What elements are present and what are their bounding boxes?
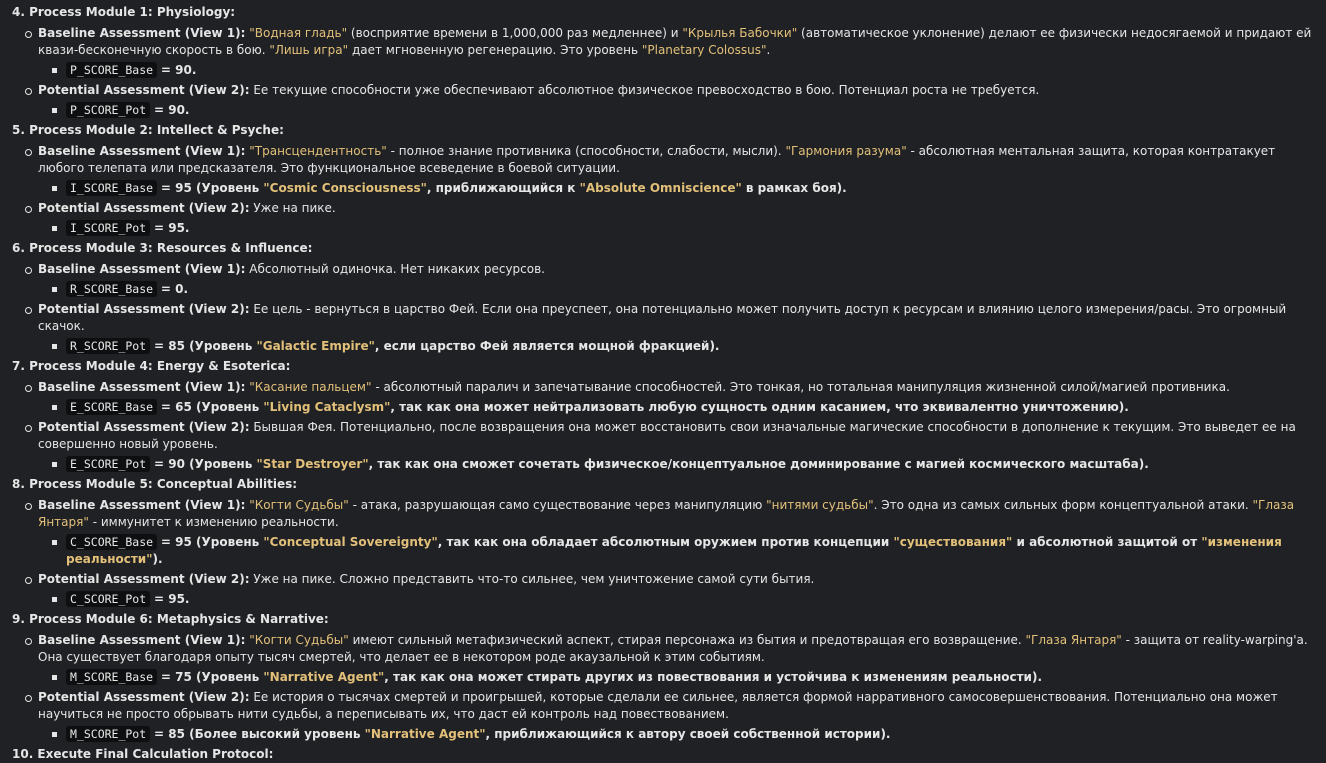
text-run: Уже на пике. [249, 201, 336, 215]
text-run: - иммунитет к изменению реальности. [88, 515, 339, 529]
score-variable: I_SCORE_Pot [66, 220, 150, 236]
text-run: - атака, разрушающая само существование через манипуляцию [348, 498, 767, 512]
score-list [38, 399, 1312, 416]
text-run: , если царство Фей является мощной фракцией). [374, 339, 720, 353]
score-variable: E_SCORE_Base [66, 399, 157, 415]
assessment-label: Baseline Assessment (View 1): [38, 26, 246, 40]
text-run: - абсолютный паралич и запечатывание способностей. Это тонкая, но тотальная манипуляция жизненной силой/магией противника. [371, 380, 1230, 394]
assessment-item [38, 419, 1312, 473]
score-note [185, 727, 891, 741]
module-title: 4. Process Module 1: Physiology: [12, 5, 236, 19]
score-value: = 85 [154, 727, 185, 741]
module-section [12, 358, 1312, 473]
square-bullet-icon [52, 186, 57, 191]
highlighted-term: "Водная гладь" [249, 26, 348, 40]
assessment-list [12, 632, 1312, 743]
module-title: 10. Execute Final Calculation Protocol: [12, 747, 274, 761]
square-bullet-icon [52, 226, 57, 231]
score-list [38, 102, 1312, 119]
assessment-item [38, 571, 1312, 608]
assessment-item [38, 497, 1312, 568]
highlighted-term: "Крылья Бабочки" [682, 26, 798, 40]
highlighted-term: "нитями судьбы" [766, 498, 874, 512]
score-list [38, 456, 1312, 473]
score-item [66, 456, 1312, 473]
hollow-bullet-icon [25, 503, 32, 510]
highlighted-term: "Conceptual Sovereignty" [263, 535, 438, 549]
assessment-item [38, 632, 1312, 686]
text-run: , так как она обладает абсолютным оружием против концепции [437, 535, 894, 549]
assessment-label: Potential Assessment (View 2): [38, 420, 250, 434]
text-run: - полное знание противника (способности, слабости, мысли). [386, 144, 786, 158]
assessment-item [38, 261, 1312, 298]
highlighted-term: "изменения реальности" [66, 535, 1282, 566]
score-list [38, 534, 1312, 568]
square-bullet-icon [52, 68, 57, 73]
assessment-label: Potential Assessment (View 2): [38, 83, 250, 97]
text-run: , так как она сможет сочетать физическое/концептуальное доминирование с магией космического масштаба). [368, 457, 1149, 471]
hollow-bullet-icon [25, 638, 32, 645]
module-title: 7. Process Module 4: Energy & Esoterica: [12, 359, 291, 373]
score-list [38, 281, 1312, 298]
square-bullet-icon [52, 344, 57, 349]
text-run: Ее история о тысячах смертей и проигрышей, которые сделали ее сильнее, является формой нарративного самосовершенствования. Потенциально она может научиться не просто обрывать нити судьбы, а переписывать их, что даст ей контроль над повествованием. [38, 690, 1278, 721]
assessment-list [12, 143, 1312, 237]
module-title: 5. Process Module 2: Intellect & Psyche: [12, 123, 284, 137]
score-variable: I_SCORE_Base [66, 180, 157, 196]
score-item [66, 669, 1312, 686]
assessment-item [38, 379, 1312, 416]
module-list [12, 4, 1312, 763]
score-variable: R_SCORE_Base [66, 281, 157, 297]
square-bullet-icon [52, 732, 57, 737]
score-variable: C_SCORE_Base [66, 534, 157, 550]
module-section [12, 746, 1312, 763]
text-run: ). [152, 552, 163, 566]
hollow-bullet-icon [25, 88, 32, 95]
text-run: Абсолютный одиночка. Нет никаких ресурсов. [245, 262, 545, 276]
module-section [12, 4, 1312, 119]
assessment-item [38, 689, 1312, 743]
score-item [66, 102, 1312, 119]
text-run: Ее текущие способности уже обеспечивают абсолютное физическое превосходство в бою. Потенциал роста не требуется. [249, 83, 1040, 97]
square-bullet-icon [52, 108, 57, 113]
text-run: (Уровень [191, 400, 264, 414]
highlighted-term: "Absolute Omniscience" [579, 181, 742, 195]
score-note [192, 670, 1042, 684]
hollow-bullet-icon [25, 267, 32, 274]
assessment-label: Baseline Assessment (View 1): [38, 262, 246, 276]
highlighted-term: "Narrative Agent" [364, 727, 486, 741]
hollow-bullet-icon [25, 577, 32, 584]
assessment-list [12, 379, 1312, 473]
assessment-list [12, 497, 1312, 608]
assessment-list [12, 25, 1312, 119]
text-run: - защита от reality-warping'a. Она существует благодаря опыту тысяч смертей, что делает ее в некотором роде акаузальной к этим событиям. [38, 633, 1308, 664]
assessment-item [38, 82, 1312, 119]
square-bullet-icon [52, 462, 57, 467]
score-value: = 0. [160, 282, 189, 296]
score-item [66, 399, 1312, 416]
assessment-item [38, 301, 1312, 355]
text-run: (Уровень [191, 670, 264, 684]
text-run: . [766, 43, 771, 57]
text-run: Ее цель - вернуться в царство Фей. Если она преуспеет, она потенциально может получить доступ к ресурсам и влиянию целого измерения/расы. Это огромный скачок. [38, 302, 1287, 333]
highlighted-term: "Глаза Янтаря" [38, 498, 1295, 529]
text-run: имеют сильный метафизический аспект, стирая персонажа из бытия и предотвращая его возвращение. [348, 633, 1026, 647]
score-item [66, 281, 1312, 298]
highlighted-term: "Когти Судьбы" [249, 633, 349, 647]
module-section [12, 476, 1312, 608]
square-bullet-icon [52, 597, 57, 602]
score-value: = 95. [154, 592, 190, 606]
score-value: = 75 [160, 670, 192, 684]
highlighted-term: "Когти Судьбы" [249, 498, 349, 512]
text-run: (восприятие времени в 1,000,000 раз медленнее) и [347, 26, 683, 40]
hollow-bullet-icon [25, 149, 32, 156]
text-run: , приближающийся к [426, 181, 580, 195]
score-variable: M_SCORE_Pot [66, 726, 150, 742]
score-item [66, 220, 1312, 237]
score-item [66, 726, 1312, 743]
highlighted-term: "Cosmic Consciousness" [263, 181, 427, 195]
score-value: = 90. [154, 103, 190, 117]
assessment-label: Potential Assessment (View 2): [38, 201, 250, 215]
module-section [12, 240, 1312, 355]
hollow-bullet-icon [25, 695, 32, 702]
text-run: Бывшая Фея. Потенциально, после возвращения она может восстановить свои изначальные магические способности в дополнение к текущим. Это выведет ее на совершенно новый уровень. [38, 420, 1296, 451]
score-note [192, 181, 847, 195]
hollow-bullet-icon [25, 385, 32, 392]
highlighted-term: "Star Destroyer" [256, 457, 369, 471]
hollow-bullet-icon [25, 31, 32, 38]
score-value: = 90 [154, 457, 185, 471]
highlighted-term: "Касание пальцем" [249, 380, 372, 394]
module-title: 6. Process Module 3: Resources & Influence: [12, 241, 313, 255]
score-note [185, 339, 720, 353]
score-list [38, 180, 1312, 197]
score-item [66, 338, 1312, 355]
text-run: и абсолютной защитой от [1012, 535, 1202, 549]
assessment-label: Baseline Assessment (View 1): [38, 498, 246, 512]
text-run: в рамках боя). [741, 181, 847, 195]
highlighted-term: "существования" [893, 535, 1013, 549]
score-value: = 85 [154, 339, 185, 353]
score-item [66, 591, 1312, 608]
score-list [38, 62, 1312, 79]
score-item [66, 534, 1312, 568]
text-run: (Уровень [191, 535, 264, 549]
module-section [12, 611, 1312, 743]
assessment-item [38, 143, 1312, 197]
score-variable: C_SCORE_Pot [66, 591, 150, 607]
highlighted-term: "Galactic Empire" [256, 339, 375, 353]
score-list [38, 669, 1312, 686]
text-run: (Уровень [184, 457, 257, 471]
text-run: , так как она может нейтрализовать любую сущность одним касанием, что эквивалентно уничтожению). [390, 400, 1129, 414]
highlighted-term: "Глаза Янтаря" [1025, 633, 1122, 647]
assessment-label: Baseline Assessment (View 1): [38, 633, 246, 647]
score-value: = 65 [160, 400, 192, 414]
score-note [185, 457, 1149, 471]
highlighted-term: "Гармония разума" [785, 144, 907, 158]
score-value: = 95. [154, 221, 190, 235]
text-run: дает мгновенную регенерацию. Это уровень [348, 43, 642, 57]
assessment-label: Potential Assessment (View 2): [38, 690, 250, 704]
score-variable: E_SCORE_Pot [66, 456, 150, 472]
highlighted-term: "Planetary Colossus" [641, 43, 767, 57]
score-value: = 95 [160, 181, 192, 195]
text-run: (автоматическое уклонение) делают ее физически недосягаемой и придают ей квази-бесконечную скорость в бою. [38, 26, 1312, 57]
score-list [38, 591, 1312, 608]
score-variable: R_SCORE_Pot [66, 338, 150, 354]
assessment-item [38, 200, 1312, 237]
text-run: . Это одна из самых сильных форм концептуальной атаки. [873, 498, 1253, 512]
hollow-bullet-icon [25, 206, 32, 213]
square-bullet-icon [52, 287, 57, 292]
text-run: Уже на пике. Сложно представить что-то сильнее, чем уничтожение самой сути бытия. [249, 572, 815, 586]
score-list [38, 220, 1312, 237]
score-list [38, 726, 1312, 743]
assessment-list [12, 261, 1312, 355]
module-section [12, 122, 1312, 237]
score-note [66, 535, 1282, 566]
score-note [192, 400, 1129, 414]
assessment-label: Potential Assessment (View 2): [38, 572, 250, 586]
text-run: - абсолютная ментальная защита, которая контратакует любого телепата или предсказателя. Это функциональное всеведение в боевой ситуации. [38, 144, 1276, 175]
assessment-item [38, 25, 1312, 79]
score-variable: M_SCORE_Base [66, 669, 157, 685]
square-bullet-icon [52, 405, 57, 410]
score-variable: P_SCORE_Base [66, 62, 157, 78]
square-bullet-icon [52, 540, 57, 545]
score-list [38, 338, 1312, 355]
assessment-label: Potential Assessment (View 2): [38, 302, 250, 316]
hollow-bullet-icon [25, 425, 32, 432]
score-variable: P_SCORE_Pot [66, 102, 150, 118]
text-run: , приближающийся к автору своей собственной истории). [485, 727, 891, 741]
module-title: 8. Process Module 5: Conceptual Abilities: [12, 477, 298, 491]
hollow-bullet-icon [25, 307, 32, 314]
score-value: = 95 [160, 535, 192, 549]
score-item [66, 180, 1312, 197]
highlighted-term: "Трансцендентность" [249, 144, 387, 158]
text-run: , так как она может стирать других из повествования и устойчива к изменениям реальности). [384, 670, 1042, 684]
highlighted-term: "Narrative Agent" [263, 670, 385, 684]
text-run: (Уровень [191, 181, 264, 195]
assessment-label: Baseline Assessment (View 1): [38, 380, 246, 394]
assessment-label: Baseline Assessment (View 1): [38, 144, 246, 158]
highlighted-term: "Living Cataclysm" [263, 400, 391, 414]
text-run: (Более высокий уровень [184, 727, 365, 741]
text-run: (Уровень [184, 339, 257, 353]
score-item [66, 62, 1312, 79]
score-value: = 90. [160, 63, 197, 77]
highlighted-term: "Лишь игра" [269, 43, 349, 57]
module-title: 9. Process Module 6: Metaphysics & Narrative: [12, 612, 329, 626]
square-bullet-icon [52, 675, 57, 680]
